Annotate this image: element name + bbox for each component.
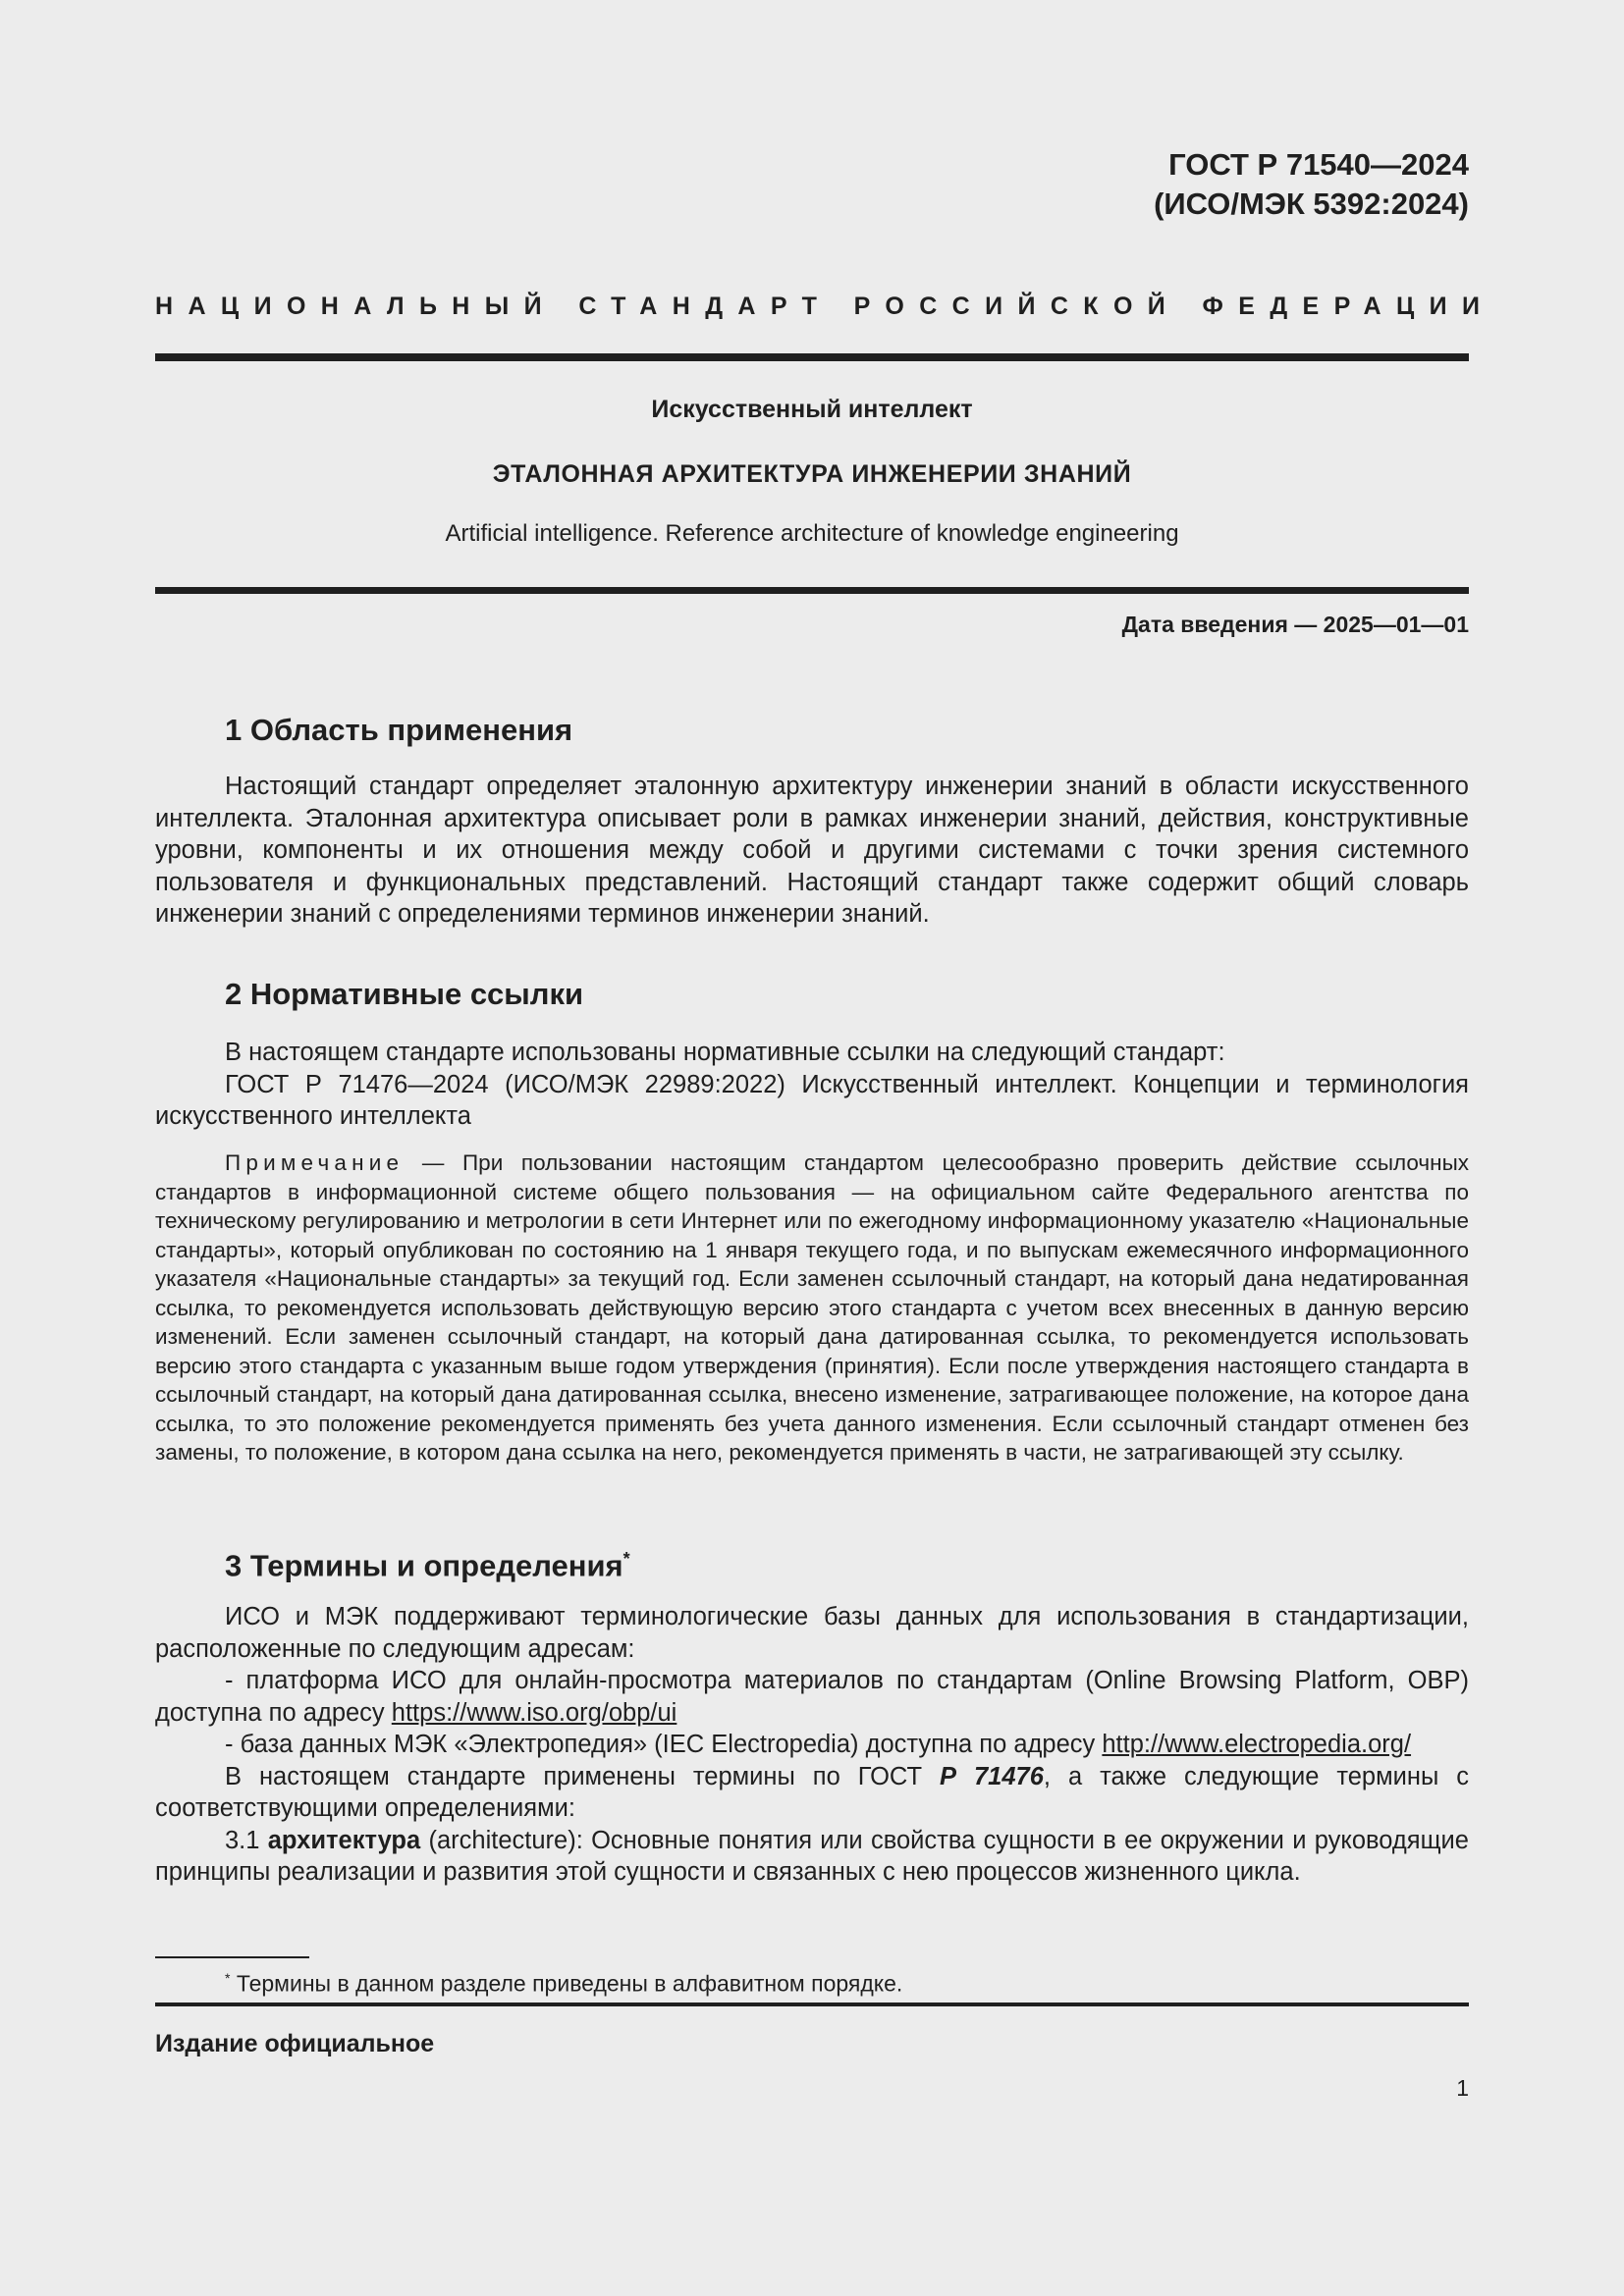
note-text: — При пользовании настоящим стандартом целесообразно проверить действие ссылочных стандартов в информационной системе общего пользования — на официальном сайте Федерального агентства по техническому регулированию и метрологии в сети Интернет или по ежегодному информационному указателю «Национальные стандарты», который опубликован по состоянию на 1 января текущего года, и по выпускам ежемесячного информационного указателя «Национальные стандарты» за текущий год. Если заменен ссылочный стандарт, на который дана недатированная ссылка, то рекомендуется использовать действующую версию этого стандарта с учетом всех внесенных в данную версию изменений. Если заменен ссылочный стандарт, на который дана датированная ссылка, то рекомендуется использовать версию этого стандарта с указанным выше годом утверждения (принятия). Если после утверждения настоящего стандарта в ссылочный стандарт, на который дана датированная ссылка, внесено изменение, затрагивающее положение, на которое дана ссылка, то это положение рекомендуется применять без учета данного изменения. Если ссылочный стандарт отменен без замены, то положение, в котором дана ссылка на него, рекомендуется применять в части, не затрагивающей эту ссылку. bbox=[155, 1150, 1469, 1465]
obp-text: - платформа ИСО для онлайн-просмотра материалов по стандартам (Online Browsing Platform, OBP) доступна по адресу bbox=[155, 1667, 1469, 1727]
section-2-heading: 2 Нормативные ссылки bbox=[225, 977, 584, 1011]
standard-title-english: Artificial intelligence. Reference architecture of knowledge engineering bbox=[445, 520, 1179, 547]
section-2-body bbox=[155, 1037, 1469, 1133]
section-2-paragraph-1: В настоящем стандарте использованы нормативные ссылки на следующий стандарт: bbox=[225, 1039, 1225, 1066]
section-2-note bbox=[155, 1148, 1469, 1468]
national-standard-title: НАЦИОНАЛЬНЫЙ СТАНДАРТ РОССИЙСКОЙ ФЕДЕРАЦИИ bbox=[155, 293, 1495, 320]
section-2-reference: ГОСТ Р 71476—2024 (ИСО/МЭК 22989:2022) Искусственный интеллект. Концепции и терминология искусственного интеллекта bbox=[155, 1070, 1469, 1130]
introduction-date: Дата введения — 2025—01—01 bbox=[1121, 612, 1469, 637]
section-3-electropedia-item bbox=[155, 1729, 1469, 1761]
term-definition: (architecture): Основные понятия или свойства сущности в ее окружении и руководящие принципы реализации и развития этой сущности и связанных с нею процессов жизненного цикла. bbox=[155, 1826, 1469, 1886]
section-3-paragraph-1: ИСО и МЭК поддерживают терминологические базы данных для использования в стандартизации, расположенные по следующим адресам: bbox=[155, 1603, 1469, 1663]
section-3-paragraph-4 bbox=[155, 1761, 1469, 1825]
section-1-body bbox=[155, 771, 1469, 931]
electropedia-text: - база данных МЭК «Электропедия» (IEC Electropedia) доступна по адресу bbox=[225, 1731, 1103, 1758]
top-rule bbox=[155, 353, 1469, 361]
standard-number-gost: ГОСТ Р 71540—2024 bbox=[1168, 147, 1469, 182]
term-3-1 bbox=[155, 1825, 1469, 1889]
paragraph-4-after: , а также следующие термины с соответствующими определениями: bbox=[155, 1762, 1469, 1822]
section-1-heading: 1 Область применения bbox=[225, 713, 573, 747]
section-3-obp-item bbox=[155, 1665, 1469, 1729]
obp-link[interactable]: https://www.iso.org/obp/ui bbox=[391, 1698, 677, 1727]
footnote-rule bbox=[155, 1956, 309, 1958]
electropedia-link[interactable]: http://www.electropedia.org/ bbox=[1102, 1731, 1412, 1758]
paragraph-4-before: В настоящем стандарте применены термины по ГОСТ bbox=[225, 1762, 941, 1790]
section-1-paragraph: Настоящий стандарт определяет эталонную архитектуру инженерии знаний в области искусственного интеллекта. Эталонная архитектура описывает роли в рамках инженерии знаний, действия, конструктивные уровни, компоненты и их отношения между собой и другими системами с точки зрения системного пользователя и функциональных представлений. Настоящий стандарт также содержит общий словарь инженерии знаний с определениями терминов инженерии знаний. bbox=[155, 773, 1469, 928]
gost-reference: Р 71476 bbox=[940, 1762, 1044, 1790]
footnote-asterisk: * bbox=[225, 1970, 231, 1986]
standard-number-iso: (ИСО/МЭК 5392:2024) bbox=[1154, 187, 1469, 221]
footnote-mark: * bbox=[623, 1549, 630, 1569]
term-number: 3.1 bbox=[225, 1826, 268, 1854]
section-3-body bbox=[155, 1601, 1469, 1889]
standard-number bbox=[1154, 145, 1469, 224]
note-label: Примечание bbox=[225, 1150, 405, 1175]
footer-rule bbox=[155, 2002, 1469, 2006]
official-edition-label: Издание официальное bbox=[155, 2030, 435, 2057]
domain-title: Искусственный интеллект bbox=[651, 396, 973, 423]
section-3-heading-text: 3 Термины и определения bbox=[225, 1548, 623, 1583]
section-3-heading bbox=[225, 1539, 630, 1585]
page-number: 1 bbox=[1456, 2075, 1469, 2101]
footnote bbox=[225, 1963, 902, 1999]
term-word: архитектура bbox=[267, 1826, 421, 1854]
title-bottom-rule bbox=[155, 587, 1469, 594]
footnote-text: Термины в данном разделе приведены в алфавитном порядке. bbox=[230, 1970, 903, 1997]
standard-title: ЭТАЛОННАЯ АРХИТЕКТУРА ИНЖЕНЕРИИ ЗНАНИЙ bbox=[492, 460, 1132, 488]
